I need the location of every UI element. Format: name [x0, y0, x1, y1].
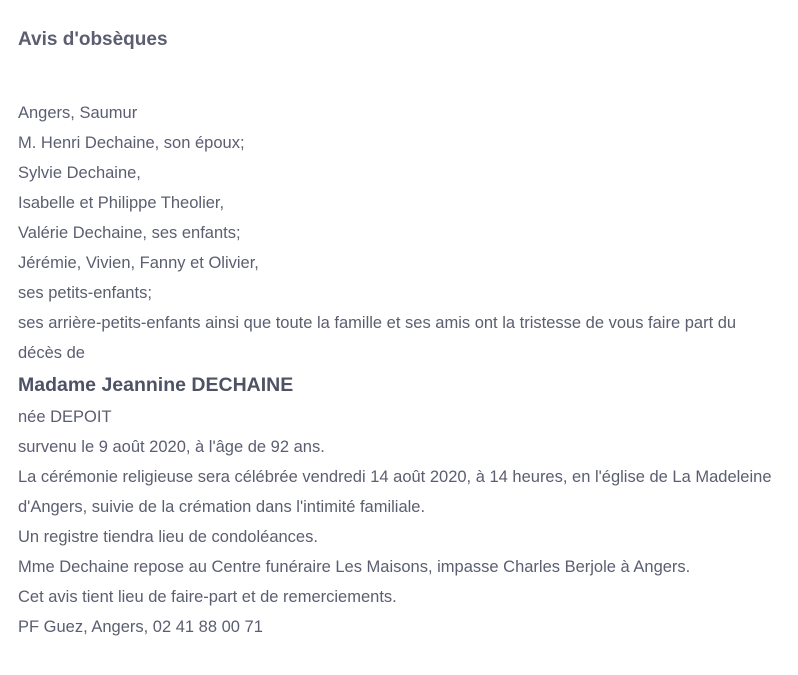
notice-body: [18, 98, 783, 642]
spouse-line: M. Henri Dechaine, son époux;: [18, 134, 245, 152]
resting-place: Mme Dechaine repose au Centre funéraire Les Maisons, impasse Charles Berjole à Angers.: [18, 558, 691, 576]
notice-title: Avis d'obsèques: [18, 29, 168, 50]
death-date: survenu le 9 août 2020, à l'âge de 92 ans.: [18, 438, 325, 456]
notice-location: Angers, Saumur: [18, 104, 138, 122]
grandchildren-line: Jérémie, Vivien, Fanny et Olivier,: [18, 254, 259, 272]
deceased-name: Madame Jeannine DECHAINE: [18, 374, 294, 396]
condolences-info: Un registre tiendra lieu de condoléances.: [18, 528, 318, 546]
announcement-text: ses arrière-petits-enfants ainsi que toute la famille et ses amis ont la tristesse de vous faire part du décès de: [18, 314, 737, 362]
child-line: Isabelle et Philippe Theolier,: [18, 194, 225, 212]
grandchildren-label: ses petits-enfants;: [18, 284, 152, 302]
maiden-name: née DEPOIT: [18, 408, 112, 426]
ceremony-info: La cérémonie religieuse sera célébrée vendredi 14 août 2020, à 14 heures, en l'église de La Madeleine d'Angers, suivie de la crémation dans l'intimité familiale.: [18, 468, 772, 516]
child-line: Valérie Dechaine, ses enfants;: [18, 224, 241, 242]
child-line: Sylvie Dechaine,: [18, 164, 141, 182]
closing-note: Cet avis tient lieu de faire-part et de remerciements.: [18, 588, 397, 606]
funeral-home-contact: PF Guez, Angers, 02 41 88 00 71: [18, 618, 263, 636]
